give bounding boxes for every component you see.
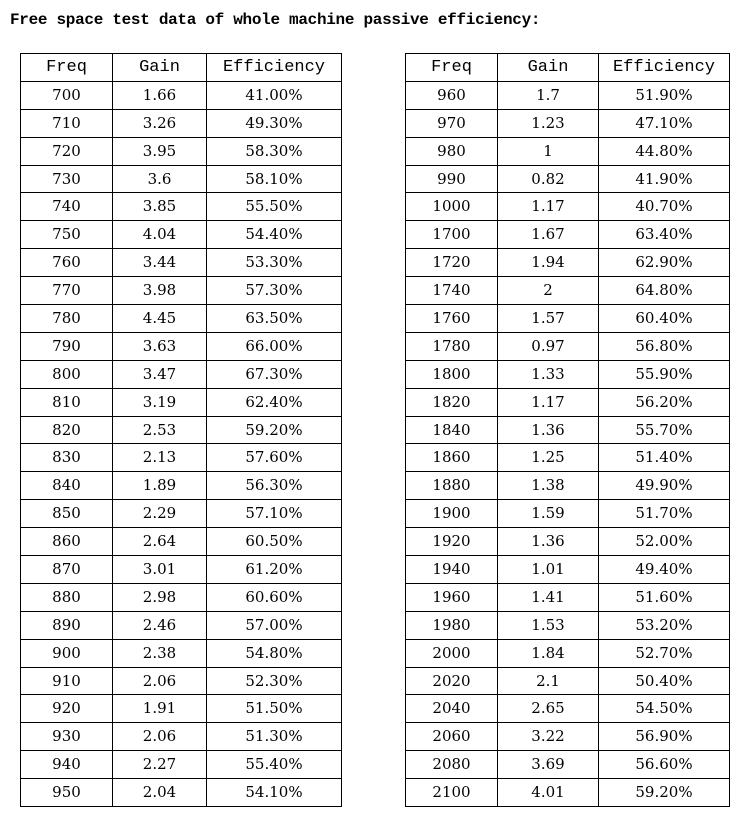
gain-cell: 4.01 <box>498 779 599 807</box>
freq-cell: 1760 <box>406 305 498 333</box>
freq-cell: 890 <box>21 611 113 639</box>
freq-cell: 970 <box>406 109 498 137</box>
table-row <box>406 751 730 779</box>
freq-cell: 1960 <box>406 583 498 611</box>
efficiency-table-right <box>405 53 730 807</box>
efficiency-cell: 56.90% <box>599 723 730 751</box>
gain-cell: 1.91 <box>113 695 207 723</box>
efficiency-cell: 67.30% <box>207 360 342 388</box>
table-row <box>21 500 342 528</box>
gain-cell: 2 <box>498 277 599 305</box>
freq-cell: 1000 <box>406 193 498 221</box>
gain-cell: 2.38 <box>113 639 207 667</box>
efficiency-cell: 51.30% <box>207 723 342 751</box>
efficiency-cell: 66.00% <box>207 332 342 360</box>
gain-cell: 1.17 <box>498 193 599 221</box>
efficiency-cell: 56.30% <box>207 472 342 500</box>
table-row <box>406 556 730 584</box>
gain-cell: 2.13 <box>113 444 207 472</box>
efficiency-cell: 54.50% <box>599 695 730 723</box>
gain-cell: 3.22 <box>498 723 599 751</box>
freq-cell: 720 <box>21 137 113 165</box>
freq-cell: 770 <box>21 277 113 305</box>
table-row <box>21 667 342 695</box>
efficiency-cell: 60.40% <box>599 305 730 333</box>
gain-cell: 1.89 <box>113 472 207 500</box>
freq-cell: 950 <box>21 779 113 807</box>
freq-cell: 2000 <box>406 639 498 667</box>
table-row <box>21 528 342 556</box>
freq-cell: 800 <box>21 360 113 388</box>
gain-cell: 3.95 <box>113 137 207 165</box>
table-row <box>21 360 342 388</box>
table-row <box>21 305 342 333</box>
table-row <box>21 556 342 584</box>
gain-cell: 4.45 <box>113 305 207 333</box>
gain-cell: 1.25 <box>498 444 599 472</box>
header-freq: Freq <box>21 54 113 82</box>
table-row <box>21 472 342 500</box>
freq-cell: 900 <box>21 639 113 667</box>
table-header-row <box>406 54 730 82</box>
table-row <box>406 305 730 333</box>
table-row <box>406 500 730 528</box>
efficiency-cell: 52.00% <box>599 528 730 556</box>
efficiency-cell: 59.20% <box>599 779 730 807</box>
efficiency-cell: 57.60% <box>207 444 342 472</box>
efficiency-cell: 55.70% <box>599 416 730 444</box>
gain-cell: 1 <box>498 137 599 165</box>
table-row <box>406 388 730 416</box>
freq-cell: 1860 <box>406 444 498 472</box>
freq-cell: 870 <box>21 556 113 584</box>
efficiency-cell: 51.60% <box>599 583 730 611</box>
table-row <box>21 193 342 221</box>
freq-cell: 960 <box>406 81 498 109</box>
efficiency-cell: 44.80% <box>599 137 730 165</box>
gain-cell: 4.04 <box>113 221 207 249</box>
table-row <box>406 583 730 611</box>
freq-cell: 1720 <box>406 249 498 277</box>
efficiency-cell: 50.40% <box>599 667 730 695</box>
table-row <box>21 751 342 779</box>
table-row <box>21 639 342 667</box>
freq-cell: 840 <box>21 472 113 500</box>
gain-cell: 1.38 <box>498 472 599 500</box>
gain-cell: 3.26 <box>113 109 207 137</box>
gain-cell: 1.36 <box>498 416 599 444</box>
table-row <box>21 165 342 193</box>
efficiency-cell: 52.30% <box>207 667 342 695</box>
gain-cell: 3.44 <box>113 249 207 277</box>
table-row <box>406 611 730 639</box>
efficiency-cell: 55.90% <box>599 360 730 388</box>
gain-cell: 3.6 <box>113 165 207 193</box>
freq-cell: 910 <box>21 667 113 695</box>
freq-cell: 1700 <box>406 221 498 249</box>
efficiency-cell: 40.70% <box>599 193 730 221</box>
efficiency-cell: 62.90% <box>599 249 730 277</box>
freq-cell: 730 <box>21 165 113 193</box>
table-row <box>406 249 730 277</box>
gain-cell: 2.29 <box>113 500 207 528</box>
freq-cell: 810 <box>21 388 113 416</box>
freq-cell: 1780 <box>406 332 498 360</box>
efficiency-table-left <box>20 53 342 807</box>
efficiency-cell: 56.60% <box>599 751 730 779</box>
efficiency-cell: 55.50% <box>207 193 342 221</box>
gain-cell: 3.85 <box>113 193 207 221</box>
table-row <box>406 723 730 751</box>
efficiency-cell: 54.40% <box>207 221 342 249</box>
table-row <box>21 583 342 611</box>
efficiency-cell: 60.60% <box>207 583 342 611</box>
freq-cell: 1900 <box>406 500 498 528</box>
freq-cell: 2080 <box>406 751 498 779</box>
freq-cell: 820 <box>21 416 113 444</box>
table-row <box>406 165 730 193</box>
freq-cell: 700 <box>21 81 113 109</box>
freq-cell: 780 <box>21 305 113 333</box>
table-row <box>406 444 730 472</box>
gain-cell: 1.23 <box>498 109 599 137</box>
freq-cell: 1840 <box>406 416 498 444</box>
efficiency-cell: 52.70% <box>599 639 730 667</box>
table-row <box>21 444 342 472</box>
gain-cell: 2.06 <box>113 667 207 695</box>
freq-cell: 1740 <box>406 277 498 305</box>
freq-cell: 990 <box>406 165 498 193</box>
efficiency-cell: 55.40% <box>207 751 342 779</box>
efficiency-cell: 63.40% <box>599 221 730 249</box>
gain-cell: 1.33 <box>498 360 599 388</box>
table-row <box>21 332 342 360</box>
gain-cell: 2.1 <box>498 667 599 695</box>
table-row <box>21 416 342 444</box>
efficiency-cell: 49.40% <box>599 556 730 584</box>
table-header-row <box>21 54 342 82</box>
gain-cell: 2.64 <box>113 528 207 556</box>
gain-cell: 1.7 <box>498 81 599 109</box>
gain-cell: 2.06 <box>113 723 207 751</box>
table-row <box>21 137 342 165</box>
efficiency-cell: 64.80% <box>599 277 730 305</box>
table-row <box>406 193 730 221</box>
freq-cell: 930 <box>21 723 113 751</box>
gain-cell: 2.27 <box>113 751 207 779</box>
freq-cell: 830 <box>21 444 113 472</box>
freq-cell: 1820 <box>406 388 498 416</box>
freq-cell: 1880 <box>406 472 498 500</box>
table-row <box>406 277 730 305</box>
gain-cell: 1.66 <box>113 81 207 109</box>
gain-cell: 2.98 <box>113 583 207 611</box>
efficiency-cell: 53.20% <box>599 611 730 639</box>
table-row <box>406 221 730 249</box>
freq-cell: 790 <box>21 332 113 360</box>
efficiency-cell: 49.90% <box>599 472 730 500</box>
freq-cell: 850 <box>21 500 113 528</box>
header-efficiency: Efficiency <box>599 54 730 82</box>
gain-cell: 1.57 <box>498 305 599 333</box>
table-row <box>406 137 730 165</box>
table-row <box>21 109 342 137</box>
gain-cell: 1.36 <box>498 528 599 556</box>
freq-cell: 2020 <box>406 667 498 695</box>
gain-cell: 1.17 <box>498 388 599 416</box>
gain-cell: 2.46 <box>113 611 207 639</box>
efficiency-cell: 59.20% <box>207 416 342 444</box>
table-row <box>406 639 730 667</box>
header-gain: Gain <box>113 54 207 82</box>
table-row <box>406 332 730 360</box>
freq-cell: 1800 <box>406 360 498 388</box>
gain-cell: 0.82 <box>498 165 599 193</box>
gain-cell: 1.84 <box>498 639 599 667</box>
gain-cell: 3.19 <box>113 388 207 416</box>
efficiency-cell: 58.10% <box>207 165 342 193</box>
freq-cell: 760 <box>21 249 113 277</box>
freq-cell: 1940 <box>406 556 498 584</box>
efficiency-cell: 61.20% <box>207 556 342 584</box>
table-row <box>21 611 342 639</box>
efficiency-cell: 53.30% <box>207 249 342 277</box>
header-gain: Gain <box>498 54 599 82</box>
efficiency-cell: 41.00% <box>207 81 342 109</box>
freq-cell: 750 <box>21 221 113 249</box>
freq-cell: 740 <box>21 193 113 221</box>
table-row <box>21 81 342 109</box>
freq-cell: 920 <box>21 695 113 723</box>
gain-cell: 2.65 <box>498 695 599 723</box>
efficiency-cell: 51.70% <box>599 500 730 528</box>
gain-cell: 1.53 <box>498 611 599 639</box>
efficiency-cell: 58.30% <box>207 137 342 165</box>
table-row <box>406 528 730 556</box>
freq-cell: 980 <box>406 137 498 165</box>
table-row <box>406 81 730 109</box>
efficiency-cell: 51.40% <box>599 444 730 472</box>
efficiency-cell: 62.40% <box>207 388 342 416</box>
freq-cell: 1920 <box>406 528 498 556</box>
header-freq: Freq <box>406 54 498 82</box>
table-row <box>406 360 730 388</box>
freq-cell: 1980 <box>406 611 498 639</box>
efficiency-cell: 57.30% <box>207 277 342 305</box>
table-row <box>21 221 342 249</box>
efficiency-cell: 56.20% <box>599 388 730 416</box>
header-efficiency: Efficiency <box>207 54 342 82</box>
gain-cell: 1.94 <box>498 249 599 277</box>
freq-cell: 2100 <box>406 779 498 807</box>
efficiency-cell: 54.10% <box>207 779 342 807</box>
table-row <box>21 779 342 807</box>
table-row <box>406 695 730 723</box>
efficiency-cell: 47.10% <box>599 109 730 137</box>
freq-cell: 2060 <box>406 723 498 751</box>
efficiency-cell: 57.10% <box>207 500 342 528</box>
table-row <box>406 416 730 444</box>
efficiency-cell: 41.90% <box>599 165 730 193</box>
efficiency-cell: 51.50% <box>207 695 342 723</box>
gain-cell: 1.01 <box>498 556 599 584</box>
table-row <box>406 667 730 695</box>
efficiency-cell: 60.50% <box>207 528 342 556</box>
table-row <box>21 249 342 277</box>
freq-cell: 940 <box>21 751 113 779</box>
gain-cell: 3.01 <box>113 556 207 584</box>
freq-cell: 710 <box>21 109 113 137</box>
gain-cell: 2.53 <box>113 416 207 444</box>
table-row <box>406 472 730 500</box>
efficiency-cell: 57.00% <box>207 611 342 639</box>
efficiency-cell: 51.90% <box>599 81 730 109</box>
efficiency-cell: 54.80% <box>207 639 342 667</box>
table-row <box>21 277 342 305</box>
efficiency-cell: 49.30% <box>207 109 342 137</box>
table-row <box>406 779 730 807</box>
page-title: Free space test data of whole machine passive efficiency: <box>10 11 541 29</box>
gain-cell: 2.04 <box>113 779 207 807</box>
table-row <box>21 723 342 751</box>
efficiency-cell: 56.80% <box>599 332 730 360</box>
table-row <box>21 695 342 723</box>
gain-cell: 1.59 <box>498 500 599 528</box>
gain-cell: 3.47 <box>113 360 207 388</box>
gain-cell: 3.69 <box>498 751 599 779</box>
gain-cell: 0.97 <box>498 332 599 360</box>
gain-cell: 3.63 <box>113 332 207 360</box>
gain-cell: 1.67 <box>498 221 599 249</box>
efficiency-cell: 63.50% <box>207 305 342 333</box>
freq-cell: 860 <box>21 528 113 556</box>
freq-cell: 2040 <box>406 695 498 723</box>
gain-cell: 1.41 <box>498 583 599 611</box>
freq-cell: 880 <box>21 583 113 611</box>
gain-cell: 3.98 <box>113 277 207 305</box>
table-row <box>21 388 342 416</box>
table-row <box>406 109 730 137</box>
